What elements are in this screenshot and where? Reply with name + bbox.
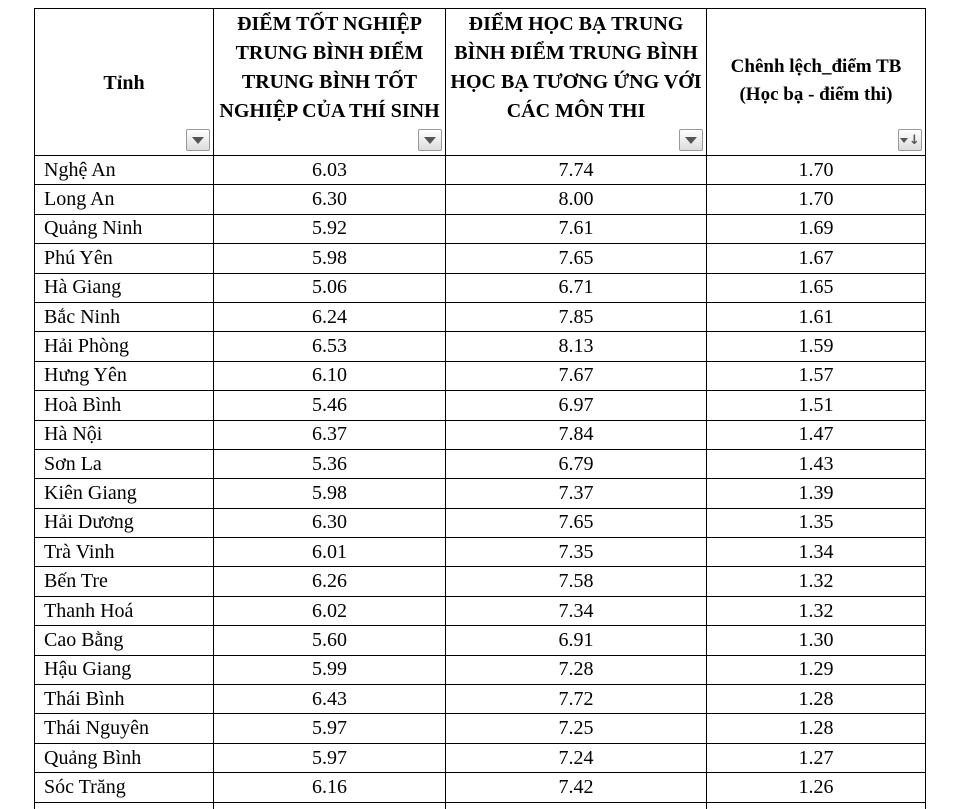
grad-score-cell[interactable]: 5.97 xyxy=(214,743,446,772)
table-row xyxy=(35,567,926,596)
difference-cell[interactable]: 1.51 xyxy=(707,391,926,420)
difference-cell[interactable]: 1.70 xyxy=(707,185,926,214)
difference-cell[interactable]: 1.35 xyxy=(707,508,926,537)
grad-score-cell[interactable]: 6.30 xyxy=(214,508,446,537)
dropdown-triangle-icon xyxy=(424,137,436,144)
province-cell[interactable]: Trà Vinh xyxy=(35,538,214,567)
table-row xyxy=(35,596,926,625)
table-row xyxy=(35,156,926,185)
transcript-score-cell[interactable]: 7.42 xyxy=(446,773,707,802)
difference-cell[interactable]: 1.26 xyxy=(707,773,926,802)
difference-cell[interactable]: 1.34 xyxy=(707,538,926,567)
province-cell[interactable]: Sóc Trăng xyxy=(35,773,214,802)
table-row xyxy=(35,626,926,655)
province-cell[interactable]: Thái Nguyên xyxy=(35,714,214,743)
grad-score-cell[interactable]: 5.98 xyxy=(214,244,446,273)
province-cell[interactable]: Quảng Bình xyxy=(35,743,214,772)
empty-cell xyxy=(214,802,446,809)
transcript-score-cell[interactable]: 8.13 xyxy=(446,332,707,361)
table-row xyxy=(35,773,926,802)
transcript-score-cell[interactable]: 7.72 xyxy=(446,685,707,714)
filter-button-transcript-score[interactable] xyxy=(679,129,703,151)
table-row xyxy=(35,743,926,772)
empty-cell xyxy=(35,802,214,809)
province-cell[interactable]: Bến Tre xyxy=(35,567,214,596)
province-cell[interactable]: Nghệ An xyxy=(35,156,214,185)
province-cell[interactable]: Thanh Hoá xyxy=(35,596,214,625)
grad-score-cell[interactable]: 6.30 xyxy=(214,185,446,214)
grad-score-cell[interactable]: 5.92 xyxy=(214,214,446,243)
transcript-score-cell[interactable]: 7.65 xyxy=(446,508,707,537)
header-province-label: Tỉnh xyxy=(103,72,145,94)
table-row xyxy=(35,655,926,684)
header-province xyxy=(35,9,214,156)
province-cell[interactable]: Kiên Giang xyxy=(35,479,214,508)
grad-score-cell[interactable]: 5.46 xyxy=(214,391,446,420)
grad-score-cell[interactable]: 6.24 xyxy=(214,302,446,331)
table-row xyxy=(35,214,926,243)
province-cell[interactable]: Quảng Ninh xyxy=(35,214,214,243)
transcript-score-cell[interactable]: 7.35 xyxy=(446,538,707,567)
grad-score-cell[interactable]: 6.16 xyxy=(214,773,446,802)
transcript-score-cell[interactable]: 7.67 xyxy=(446,361,707,390)
transcript-score-cell[interactable]: 8.00 xyxy=(446,185,707,214)
transcript-score-cell[interactable]: 6.71 xyxy=(446,273,707,302)
table-row xyxy=(35,361,926,390)
empty-cell xyxy=(707,802,926,809)
table-row xyxy=(35,420,926,449)
grad-score-cell[interactable]: 6.01 xyxy=(214,538,446,567)
province-cell[interactable]: Hà Nội xyxy=(35,420,214,449)
difference-cell[interactable]: 1.29 xyxy=(707,655,926,684)
transcript-score-cell[interactable]: 7.58 xyxy=(446,567,707,596)
difference-cell[interactable]: 1.32 xyxy=(707,596,926,625)
transcript-score-cell[interactable]: 7.61 xyxy=(446,214,707,243)
header-transcript-score xyxy=(446,9,707,156)
dropdown-triangle-icon xyxy=(685,137,697,144)
grad-score-cell[interactable]: 5.97 xyxy=(214,714,446,743)
difference-cell[interactable]: 1.59 xyxy=(707,332,926,361)
table-row xyxy=(35,185,926,214)
province-cell[interactable]: Hà Giang xyxy=(35,273,214,302)
header-row xyxy=(35,9,926,156)
difference-cell[interactable]: 1.47 xyxy=(707,420,926,449)
transcript-score-cell[interactable]: 7.28 xyxy=(446,655,707,684)
grad-score-cell[interactable]: 5.60 xyxy=(214,626,446,655)
difference-cell[interactable]: 1.28 xyxy=(707,714,926,743)
transcript-score-cell[interactable]: 7.37 xyxy=(446,479,707,508)
header-grad-score-label: ĐIỂM TỐT NGHIỆP TRUNG BÌNH ĐIỂM TRUNG BÌNH TỐT NGHIỆP CỦA THÍ SINH xyxy=(219,13,440,122)
table-row-partial xyxy=(35,802,926,809)
filter-button-province[interactable] xyxy=(186,129,210,151)
difference-cell[interactable]: 1.27 xyxy=(707,743,926,772)
province-cell[interactable]: Hậu Giang xyxy=(35,655,214,684)
table-row xyxy=(35,449,926,478)
transcript-score-cell[interactable]: 7.65 xyxy=(446,244,707,273)
table-row xyxy=(35,714,926,743)
transcript-score-cell[interactable]: 6.97 xyxy=(446,391,707,420)
header-transcript-score-label: ĐIỂM HỌC BẠ TRUNG BÌNH ĐIỂM TRUNG BÌNH HỌC BẠ TƯƠNG ỨNG VỚI CÁC MÔN THI xyxy=(450,13,702,122)
transcript-score-cell[interactable]: 7.74 xyxy=(446,156,707,185)
grad-score-cell[interactable]: 5.36 xyxy=(214,449,446,478)
table-row xyxy=(35,538,926,567)
grad-score-cell[interactable]: 6.26 xyxy=(214,567,446,596)
table-row xyxy=(35,479,926,508)
grad-score-cell[interactable]: 6.10 xyxy=(214,361,446,390)
table-row xyxy=(35,508,926,537)
table-header xyxy=(35,9,926,156)
dropdown-triangle-icon xyxy=(192,137,204,144)
province-cell[interactable]: Hải Dương xyxy=(35,508,214,537)
header-difference-label: Chênh lệch_điểm TB (Học bạ - điểm thi) xyxy=(730,56,902,105)
table-row xyxy=(35,273,926,302)
province-cell[interactable]: Cao Bằng xyxy=(35,626,214,655)
header-difference xyxy=(707,9,926,156)
table-row xyxy=(35,244,926,273)
sort-descending-icon: ↓ xyxy=(909,132,920,148)
province-cell[interactable]: Thái Bình xyxy=(35,685,214,714)
table-body xyxy=(35,156,926,809)
table-row xyxy=(35,391,926,420)
difference-cell[interactable]: 1.61 xyxy=(707,302,926,331)
table-row xyxy=(35,685,926,714)
grad-score-cell[interactable]: 6.37 xyxy=(214,420,446,449)
table-row xyxy=(35,302,926,331)
province-cell[interactable]: Long An xyxy=(35,185,214,214)
header-grad-score xyxy=(214,9,446,156)
grad-score-cell[interactable]: 5.98 xyxy=(214,479,446,508)
difference-cell[interactable]: 1.32 xyxy=(707,567,926,596)
province-cell[interactable]: Hải Phòng xyxy=(35,332,214,361)
difference-cell[interactable]: 1.69 xyxy=(707,214,926,243)
scores-table xyxy=(34,8,926,809)
difference-cell[interactable]: 1.67 xyxy=(707,244,926,273)
transcript-score-cell[interactable]: 7.34 xyxy=(446,596,707,625)
empty-cell xyxy=(446,802,707,809)
transcript-score-cell[interactable]: 6.91 xyxy=(446,626,707,655)
grad-score-cell[interactable]: 5.06 xyxy=(214,273,446,302)
grad-score-cell[interactable]: 6.53 xyxy=(214,332,446,361)
transcript-score-cell[interactable]: 7.84 xyxy=(446,420,707,449)
filter-button-grad-score[interactable] xyxy=(418,129,442,151)
difference-cell[interactable]: 1.43 xyxy=(707,449,926,478)
province-cell[interactable]: Phú Yên xyxy=(35,244,214,273)
grad-score-cell[interactable]: 6.02 xyxy=(214,596,446,625)
grad-score-cell[interactable]: 6.03 xyxy=(214,156,446,185)
difference-cell[interactable]: 1.39 xyxy=(707,479,926,508)
difference-cell[interactable]: 1.70 xyxy=(707,156,926,185)
transcript-score-cell[interactable]: 7.24 xyxy=(446,743,707,772)
province-cell[interactable]: Sơn La xyxy=(35,449,214,478)
difference-cell[interactable]: 1.57 xyxy=(707,361,926,390)
province-cell[interactable]: Bắc Ninh xyxy=(35,302,214,331)
spreadsheet xyxy=(34,8,926,809)
transcript-score-cell[interactable]: 7.85 xyxy=(446,302,707,331)
dropdown-triangle-icon xyxy=(900,138,908,143)
table-row xyxy=(35,332,926,361)
province-cell[interactable]: Hưng Yên xyxy=(35,361,214,390)
grad-score-cell[interactable]: 6.43 xyxy=(214,685,446,714)
difference-cell[interactable]: 1.28 xyxy=(707,685,926,714)
filter-sort-button-difference[interactable] xyxy=(898,129,922,151)
transcript-score-cell[interactable]: 6.79 xyxy=(446,449,707,478)
grad-score-cell[interactable]: 5.99 xyxy=(214,655,446,684)
transcript-score-cell[interactable]: 7.25 xyxy=(446,714,707,743)
difference-cell[interactable]: 1.65 xyxy=(707,273,926,302)
province-cell[interactable]: Hoà Bình xyxy=(35,391,214,420)
difference-cell[interactable]: 1.30 xyxy=(707,626,926,655)
